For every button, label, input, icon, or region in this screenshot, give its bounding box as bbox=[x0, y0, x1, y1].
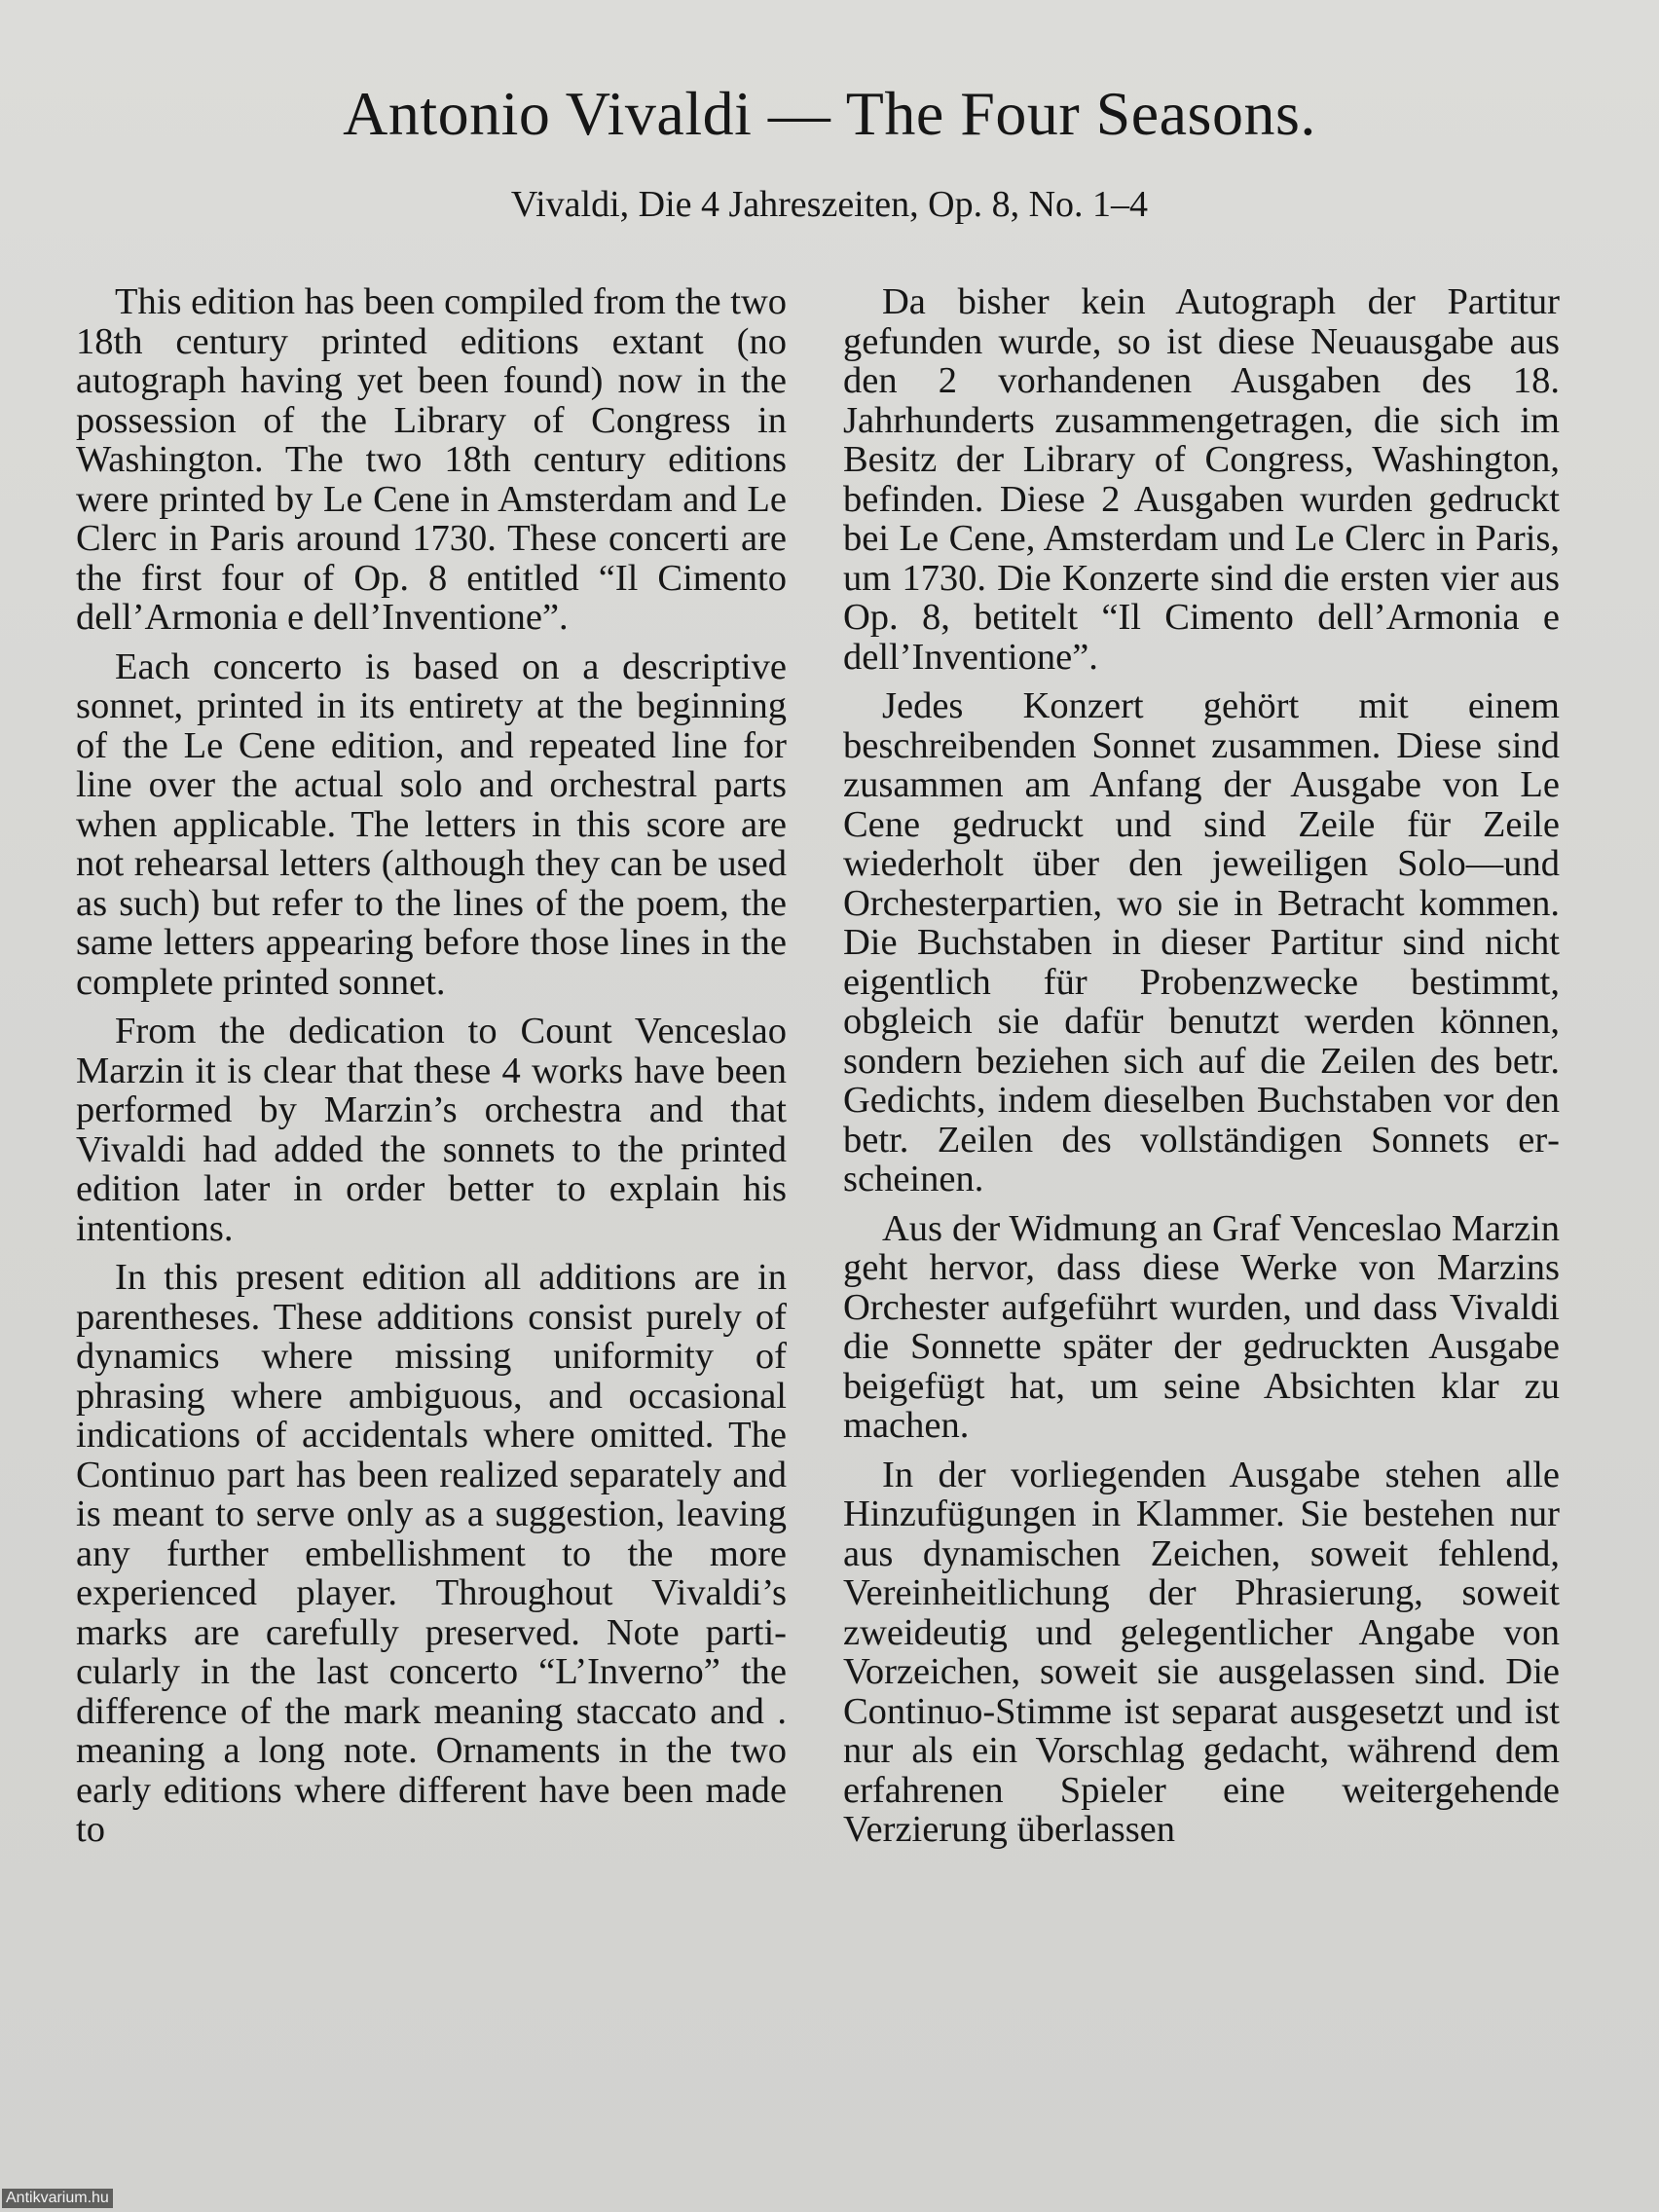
german-paragraph-4: In der vorliegenden Ausgabe stehen alle Hinzufügungen in Klammer. Sie bestehen nur aus dynamischen Zeichen, soweit fehlend, Vereinheitlichung der Phrasierung, soweit zweideutig und gelegentlicher Angabe von Vorzeichen, soweit sie ausgelassen sind. Die Continuo-Stimme ist separat ausgesetzt und ist nur als ein Vorschlag gedacht, während dem erfahrenen Spieler eine weitergehende Verzierung überlassen bbox=[843, 1454, 1560, 1850]
german-paragraph-3: Aus der Widmung an Graf Venceslao Marzin geht hervor, dass diese Werke von Marzins Orchester aufgeführt wurden, und dass Vivaldi die Sonnette später der gedruckten Ausgabe beigefügt hat, um seine Absichten klar zu machen. bbox=[843, 1207, 1560, 1446]
english-paragraph-4: In this present edition all additions are in parentheses. These additions consist purely of dynamics where missing uniformity of phrasing where ambiguous, and occasional indications of accidentals where omitted. The Continuo part has been realized separately and is meant to serve only as a suggestion, leaving any further embellishment to the more experienced player. Throughout Vivaldi’s marks are carefully preserved. Note particularly in the last concerto “L’Inverno” the difference of the mark meaning staccato and . meaning a long note. Ornaments in the two early editions where different have been made to bbox=[76, 1257, 787, 1850]
english-paragraph-2: Each concerto is based on a descriptive sonnet, printed in its entirety at the beginning of the Le Cene edition, and repeated line for line over the actual solo and orchestral parts when applicable. The letters in this score are not rehearsal letters (although they can be used as such) but refer to the lines of the poem, the same letters appearing before those lines in the complete printed sonnet. bbox=[76, 645, 787, 1003]
english-paragraph-3: From the dedication to Count Venceslao Marzin it is clear that these 4 works have been performed by Marzin’s orchestra and that Vivaldi had added the sonnets to the printed edition later in order better to explain his intentions. bbox=[76, 1011, 787, 1249]
page-title: Antonio Vivaldi — The Four Seasons. bbox=[343, 79, 1316, 148]
english-text-column bbox=[76, 282, 787, 1860]
english-paragraph-1: This edition has been compiled from the two 18th century printed editions extant (no autograph having yet been found) now in the possession of the Library of Congress in Washington. The two 18th century editions were printed by Le Cene in Amsterdam and Le Clerc in Paris around 1730. These concerti are the first four of Op. 8 entitled “Il Cimento dell’Armonia e dell’Inventione”. bbox=[76, 281, 787, 638]
watermark-label: Antikvarium.hu bbox=[2, 2189, 113, 2208]
german-paragraph-2: Jedes Konzert gehört mit einem beschreibenden Sonnet zusammen. Diese sind zusammen am Anfang der Ausgabe von Le Cene gedruckt und sind Zeile für Zeile wiederholt über den jeweiligen Solo—und Orchesterpartien, wo sie in Betracht kommen. Die Buchstaben in dieser Partitur sind nicht eigentlich für Probenzwecke bestimmt, obgleich sie dafür benutzt werden können, sondern beziehen sich auf die Zeilen des betr. Gedichts, indem dieselben Buchstaben vor den betr. Zeilen des vollständigen Sonnets erscheinen. bbox=[843, 685, 1560, 1199]
german-text-column bbox=[843, 282, 1560, 1860]
german-paragraph-1: Da bisher kein Autograph der Partitur gefunden wurde, so ist diese Neuausgabe aus den 2 vorhandenen Ausgaben des 18. Jahrhunderts zusammengetragen, die sich im Besitz der Library of Congress, Washington, befinden. Diese 2 Ausgaben wurden gedruckt bei Le Cene, Amsterdam und Le Clerc in Paris, um 1730. Die Konzerte sind die ersten vier aus Op. 8, betitelt “Il Cimento dell’Armonia e dell’Inventione”. bbox=[843, 281, 1560, 678]
page-subtitle: Vivaldi, Die 4 Jahreszeiten, Op. 8, No. 1–4 bbox=[510, 184, 1149, 225]
